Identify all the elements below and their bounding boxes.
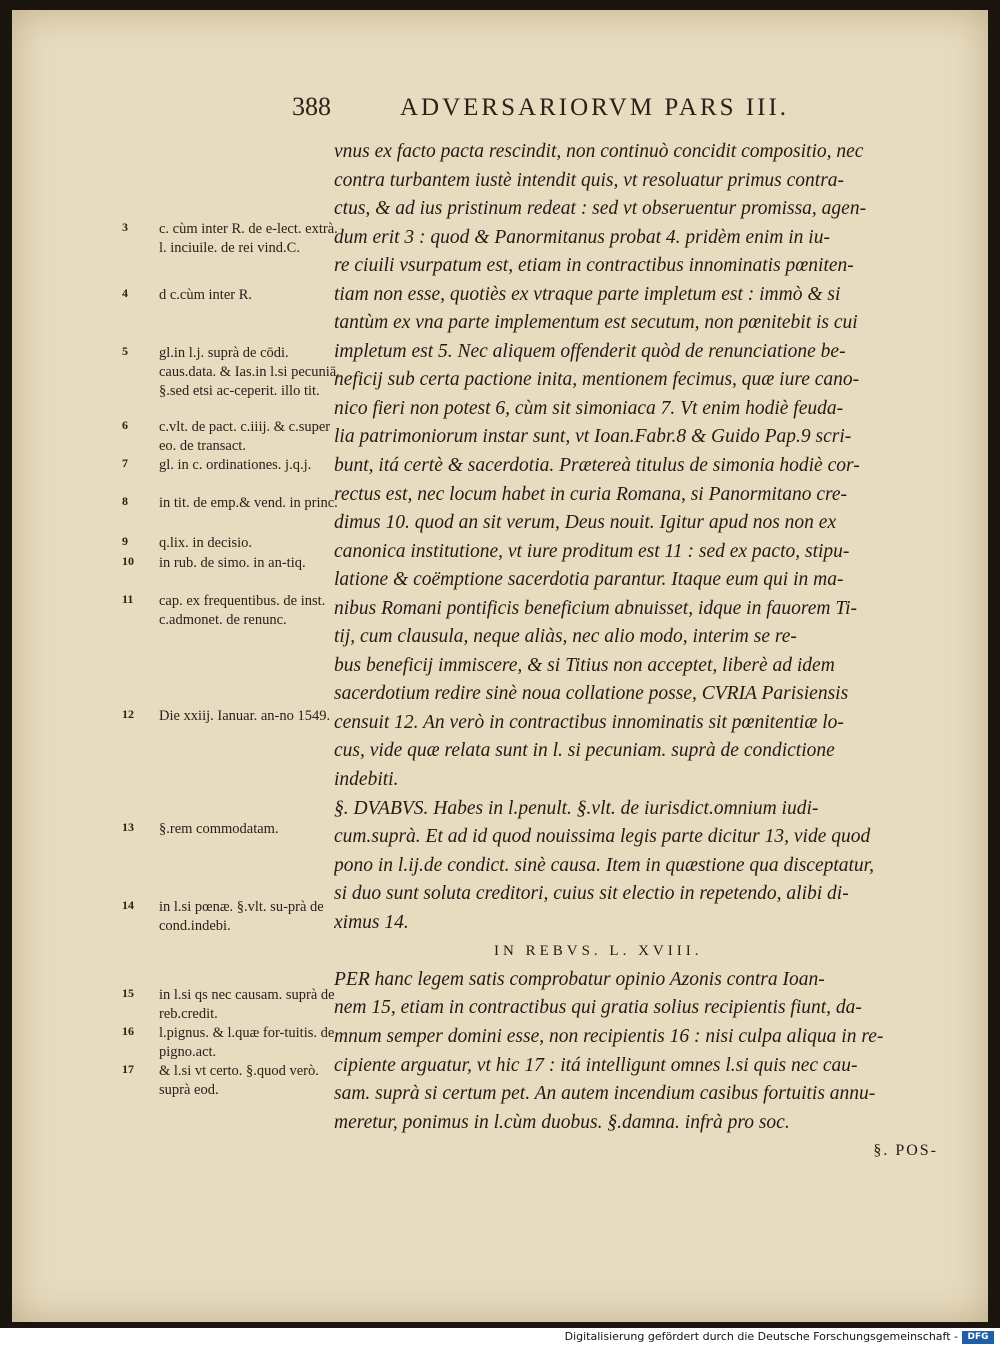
text-line: pono in l.ij.de condict. sinè causa. Item in quæstione qua disceptatur,: [334, 854, 874, 876]
note-number: 9: [122, 534, 128, 548]
note-number: 16: [122, 1024, 134, 1038]
funding-credit: Digitalisierung gefördert durch die Deutsche Forschungsgemeinschaft -: [564, 1330, 958, 1343]
note-number: 12: [122, 707, 134, 721]
text-line: lia patrimoniorum instar sunt, vt Ioan.Fabr.8 & Guido Pap.9 scri-: [334, 426, 852, 448]
text-line: tij, cum clausula, neque aliàs, nec alio modo, interim se re-: [334, 626, 797, 648]
text-line: neficij sub certa pactione inita, mentionem fecimus, quæ iure cano-: [334, 369, 860, 391]
note-number: 17: [122, 1062, 134, 1076]
note-text: l.pignus. & l.quæ for-tuitis. de pigno.act.: [159, 1025, 335, 1060]
text-line: nibus Romani pontificis beneficium abnuisset, idque in fauorem Ti-: [334, 597, 858, 619]
text-line: re ciuili vsurpatum est, etiam in contractibus innominatis pœniten-: [334, 255, 854, 277]
text-line: canonica institutione, vt iure proditum est 11 : sed ex pacto, stipu-: [334, 540, 850, 562]
note-number: 14: [122, 898, 134, 912]
note-text: in l.si qs nec causam. suprà de reb.credit.: [159, 987, 335, 1022]
text-line: si duo sunt soluta creditori, cuius sit electio in repetendo, alibi di-: [334, 883, 849, 905]
text-line: nico fieri non potest 6, cùm sit simoniaca 7. Vt enim hodiè feuda-: [334, 397, 844, 419]
text-line: impletum est 5. Nec aliquem offenderit quòd de renunciatione be-: [334, 340, 846, 362]
note-number: 6: [122, 418, 128, 432]
text-line: PER hanc legem satis comprobatur opinio Azonis contra Ioan-: [334, 968, 825, 990]
text-line: bunt, itá certè & sacerdotia. Prætereà titulus de simonia hodiè cor-: [334, 455, 860, 477]
text-line: tantùm ex vna parte implementum est secutum, non pœnitebit is cui: [334, 312, 858, 334]
note-text: & l.si vt certo. §.quod verò. suprà eod.: [159, 1063, 319, 1098]
text-line: vnus ex facto pacta rescindit, non continuò concidit compositio, nec: [334, 141, 864, 162]
text-line: §. DVABVS. Habes in l.penult. §.vlt. de iurisdict.omnium iudi-: [334, 797, 819, 819]
note-number: 13: [122, 820, 134, 834]
text-line: contra turbantem iustè intendit quis, vt resoluatur primus contra-: [334, 169, 845, 191]
page-number: 388: [292, 92, 331, 121]
note-text: c. cùm inter R. de e-lect. extrà. l. inciuile. de rei vind.C.: [159, 221, 338, 256]
note-number: 7: [122, 456, 128, 470]
note-text: gl. in c. ordinationes. j.q.j.: [159, 457, 312, 473]
text-line: ximus 14.: [334, 911, 409, 933]
text-line: sam. suprà si certum pet. An autem incendium casibus fortuitis annu-: [334, 1083, 876, 1105]
text-line: cus, vide quæ relata sunt in l. si pecuniam. suprà de condictione: [334, 740, 835, 762]
catchword: §. POS-: [873, 1142, 938, 1160]
text-line: ctus, & ad ius pristinum redeat : sed vt obseruentur promissa, agen-: [334, 198, 867, 220]
text-line: bus beneficij immiscere, & si Titius non acceptet, liberè ad idem: [334, 654, 835, 676]
note-number: 8: [122, 494, 128, 508]
text-line: dum erit 3 : quod & Panormitanus probat 4. pridèm enim in iu-: [334, 226, 830, 248]
note-number: 4: [122, 286, 128, 300]
note-text: in tit. de emp.& vend. in princ.: [159, 495, 338, 511]
dfg-logo: DFG: [962, 1331, 994, 1344]
text-line: dimus 10. quod an sit verum, Deus nouit. Igitur apud nos non ex: [334, 512, 837, 534]
text-line: cum.suprà. Et ad id quod nouissima legis parte dicitur 13, vide quod: [334, 826, 871, 848]
note-text: Die xxiij. Ianuar. an-no 1549.: [159, 708, 331, 724]
note-text: §.rem commodatam.: [159, 821, 279, 837]
note-number: 11: [122, 592, 134, 606]
note-text: cap. ex frequentibus. de inst. c.admonet. de renunc.: [159, 593, 326, 628]
text-line: censuit 12. An verò in contractibus innominatis sit pœnitentiæ lo-: [334, 711, 844, 733]
page-header: [12, 92, 988, 132]
running-head: ADVERSARIORVM PARS III.: [400, 94, 790, 121]
note-number: 5: [122, 344, 128, 358]
note-text: c.vlt. de pact. c.iiij. & c.super eo. de transact.: [159, 419, 331, 454]
note-text: q.lix. in decisio.: [159, 535, 253, 551]
note-text: d c.cùm inter R.: [159, 287, 253, 303]
text-line: indebiti.: [334, 769, 399, 791]
note-number: 3: [122, 220, 128, 234]
text-line: nem 15, etiam in contractibus qui gratia solius recipientis fiunt, da-: [334, 997, 862, 1019]
text-line: sacerdotium redire sinè noua collatione posse, CVRIA Parisiensis: [334, 683, 849, 705]
main-text: [334, 138, 946, 1166]
text-line: latione & coëmptione sacerdotia parantur. Itaque eum qui in ma-: [334, 569, 844, 591]
note-text: in l.si pœnæ. §.vlt. su-prà de cond.indebi.: [159, 899, 324, 934]
note-text: gl.in l.j. suprà de cōdi. caus.data. & Ias.in l.si pecuniā. §.sed etsi ac-ceperit. illo tit.: [159, 345, 340, 399]
book-page: [12, 10, 988, 1322]
text-line: cipiente arguatur, vt hic 17 : itá intelligunt omnes l.si quis nec cau-: [334, 1054, 858, 1076]
text-line: meretur, ponimus in l.cùm duobus. §.damna. infrà pro soc.: [334, 1111, 790, 1133]
digitization-footer: [0, 1328, 1000, 1347]
section-heading: IN REBVS. L. XVIII.: [494, 943, 703, 960]
text-line: mnum semper domini esse, non recipientis 16 : nisi culpa aliqua in re-: [334, 1025, 884, 1047]
note-number: 15: [122, 986, 134, 1000]
note-text: in rub. de simo. in an-tiq.: [159, 555, 306, 571]
text-line: tiam non esse, quotiès ex vtraque parte impletum est : immò & si: [334, 283, 841, 305]
text-line: rectus est, nec locum habet in curia Romana, si Panormitano cre-: [334, 483, 848, 505]
note-number: 10: [122, 554, 134, 568]
